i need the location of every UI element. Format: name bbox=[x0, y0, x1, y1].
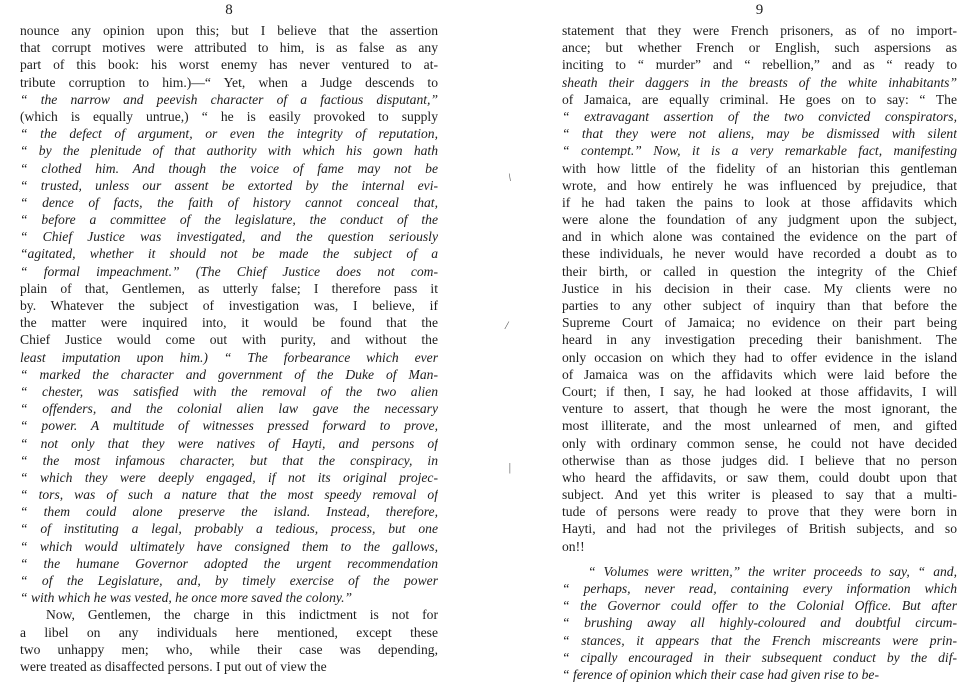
text-line: “ Chief Justice was investigated, and the question seriously bbox=[20, 229, 438, 245]
text-line: least imputation upon him.) “ The forbearance which ever bbox=[20, 349, 438, 365]
text-line: most illiterate, and the most unlearned of men, and gifted bbox=[562, 418, 957, 434]
text-line: tribute corruption to him.)—“ Yet, when a Judge descends to bbox=[20, 74, 438, 90]
text-line: ance; but whether French or English, such aspersions as bbox=[562, 40, 957, 56]
left-page-text bbox=[20, 22, 438, 675]
text-line: wrote, and how entirely he was influenced by prejudice, that bbox=[562, 177, 957, 193]
text-line: “ the narrow and peevish character of a factious disputant,” bbox=[20, 91, 438, 107]
text-line: of Jamaica, are equally criminal. He goes on to say: “ The bbox=[562, 91, 957, 107]
text-line: who heard the affidavits, or saw them, could doubt upon that bbox=[562, 469, 957, 485]
text-line: Hayti, and had not the privileges of British subjects, and so bbox=[562, 521, 957, 537]
text-line: inciting to “ murder” and “ rebellion,” and as “ ready to bbox=[562, 57, 957, 73]
text-line: “ which would ultimately have consigned them to the gallows, bbox=[20, 538, 438, 554]
text-line: “ which they were deeply engaged, if not its original projec- bbox=[20, 469, 438, 485]
text-line: Chief Justice would come out with purity, and without the bbox=[20, 332, 438, 348]
text-line: “ before a committee of the legislature, the conduct of the bbox=[20, 212, 438, 228]
text-line: on!! bbox=[562, 538, 585, 554]
text-line: Now, Gentlemen, the charge in this indictment is not for bbox=[46, 607, 438, 623]
page-number-left: 8 bbox=[225, 2, 233, 18]
text-line: “ perhaps, never read, containing every information which bbox=[562, 581, 957, 596]
text-line: “agitated, whether it should not be made the subject of a bbox=[20, 246, 438, 262]
right-page bbox=[562, 0, 957, 682]
text-line: “ Volumes were written,” the writer proceeds to say, “ and, bbox=[588, 563, 957, 579]
text-line: of Jamaica was on the affidavits which were laid before the bbox=[562, 366, 957, 382]
text-line: “ the humane Governor adopted the urgent recommendation bbox=[20, 555, 438, 571]
text-line: part of this book: his worst enemy has never ventured to at- bbox=[20, 57, 438, 73]
text-line: and in which alone was contained the evidence on the part of bbox=[562, 229, 957, 245]
text-line: their birth, or called in question the integrity of the Chief bbox=[562, 263, 957, 279]
margin-mark: \ bbox=[508, 170, 512, 184]
text-line: “ cipally encouraged in their subsequent conduct by the dif- bbox=[562, 649, 957, 665]
text-line: with how little of the fidelity of an historian this gentleman bbox=[562, 160, 957, 176]
text-line: “ the Governor could offer to the Colonial Office. But after bbox=[562, 598, 957, 614]
text-line: “ brushing away all highly-coloured and doubtful circum- bbox=[562, 615, 957, 631]
text-line: “ the most infamous character, but that the conspiracy, in bbox=[20, 452, 438, 468]
text-line: only with ordinary common sense, he could not have decided bbox=[562, 435, 957, 451]
text-line: “ tors, was of such a nature that the most speedy removal of bbox=[20, 487, 438, 503]
text-line: “ not only that they were natives of Hayti, and persons of bbox=[20, 435, 438, 451]
text-line: “ them could alone preserve the island. Instead, therefore, bbox=[20, 504, 438, 520]
text-line: the matter were inquired into, it would be found that the bbox=[20, 315, 438, 331]
text-line: “ clothed him. And though the voice of fame may not be bbox=[20, 160, 438, 176]
text-line: that corrupt motives were attributed to him, is as false as any bbox=[20, 40, 438, 56]
paragraph-gap bbox=[562, 555, 957, 563]
text-line: a libel on any individuals here mentioned, except these bbox=[20, 624, 438, 640]
text-line: “ extravagant assertion of the two convicted conspirators, bbox=[562, 108, 957, 124]
text-line: Justice in his decision in their case. My clients were no bbox=[562, 280, 957, 296]
text-line: “ the defect of argument, or even the integrity of reputation, bbox=[20, 126, 438, 142]
text-line: “ contempt.” Now, it is a very remarkable fact, manifesting bbox=[562, 143, 957, 159]
text-line: “ by the plenitude of that authority with which his gown hath bbox=[20, 143, 438, 159]
text-line: “ power. A multitude of witnesses pressed forward to prove, bbox=[20, 418, 438, 434]
text-line: “ ference of opinion which their case had given rise to be- bbox=[562, 666, 879, 682]
right-page-text bbox=[562, 22, 957, 683]
text-line: “ dence of facts, the faith of history cannot conceal that, bbox=[20, 194, 438, 210]
text-line: “ trusted, unless our assent be extorted by the internal evi- bbox=[20, 177, 438, 193]
text-line: two unhappy men; who, while their case was depending, bbox=[20, 641, 438, 657]
text-line: heard in any investigation preceding their banishment. The bbox=[562, 332, 957, 348]
text-line: statement that they were French prisoners, as of no import- bbox=[562, 23, 957, 38]
text-line: “ of instituting a legal, probably a tedious, process, but one bbox=[20, 521, 438, 537]
text-line: “ chester, was satisfied with the removal of the two alien bbox=[20, 383, 438, 399]
text-line: tude of persons were ready to prove that they were born in bbox=[562, 504, 957, 520]
text-line: if he had taken the pains to look at those affidavits which bbox=[562, 194, 957, 210]
page-number-right: 9 bbox=[755, 2, 764, 18]
text-line: subject. And yet this writer is pleased to say that a multi- bbox=[562, 487, 957, 503]
text-line: these individuals, he never would have recorded a doubt as to bbox=[562, 246, 957, 262]
text-line: venture to assert, that though he were the most ignorant, the bbox=[562, 401, 957, 417]
text-line: “ offenders, and the colonial alien law gave the necessary bbox=[20, 401, 438, 417]
text-line: “ that they were not aliens, may be dismissed with silent bbox=[562, 126, 957, 142]
margin-mark: / bbox=[505, 318, 509, 332]
text-line: “ with which he was vested, he once more saved the colony.” bbox=[20, 590, 353, 606]
text-line: Court; if then, I say, he had looked at those affidavits, I will bbox=[562, 383, 957, 399]
text-line: “ of the Legislature, and, by timely exercise of the power bbox=[20, 573, 438, 588]
text-line: were treated as disaffected persons. I put out of view the bbox=[20, 658, 327, 674]
text-line: parties to any other subject of inquiry than that before the bbox=[562, 298, 957, 313]
text-line: “ marked the character and government of the Duke of Man- bbox=[20, 366, 438, 382]
text-line: otherwise than as those judges did. I believe that no person bbox=[562, 452, 957, 468]
text-line: “ formal impeachment.” (The Chief Justice does not com- bbox=[20, 263, 438, 279]
text-line: “ stances, it appears that the French miscreants were prin- bbox=[562, 632, 957, 648]
text-line: plain of that, Gentlemen, as utterly false; I therefore pass it bbox=[20, 280, 438, 296]
text-line: (which is equally untrue,) “ he is easily provoked to supply bbox=[20, 108, 438, 124]
text-line: only occasion on which they had to offer evidence in the island bbox=[562, 349, 957, 365]
text-line: were alone the foundation of any judgment upon the subject, bbox=[562, 212, 957, 228]
text-line: Supreme Court of Jamaica; no evidence on their part being bbox=[562, 315, 957, 331]
text-line: sheath their daggers in the breasts of the white inhabitants” bbox=[562, 74, 957, 90]
text-line: nounce any opinion upon this; but I believe that the assertion bbox=[20, 23, 438, 38]
margin-mark: | bbox=[508, 460, 512, 474]
left-page bbox=[20, 0, 438, 682]
text-line: by. Whatever the subject of investigation was, I believe, if bbox=[20, 298, 438, 313]
